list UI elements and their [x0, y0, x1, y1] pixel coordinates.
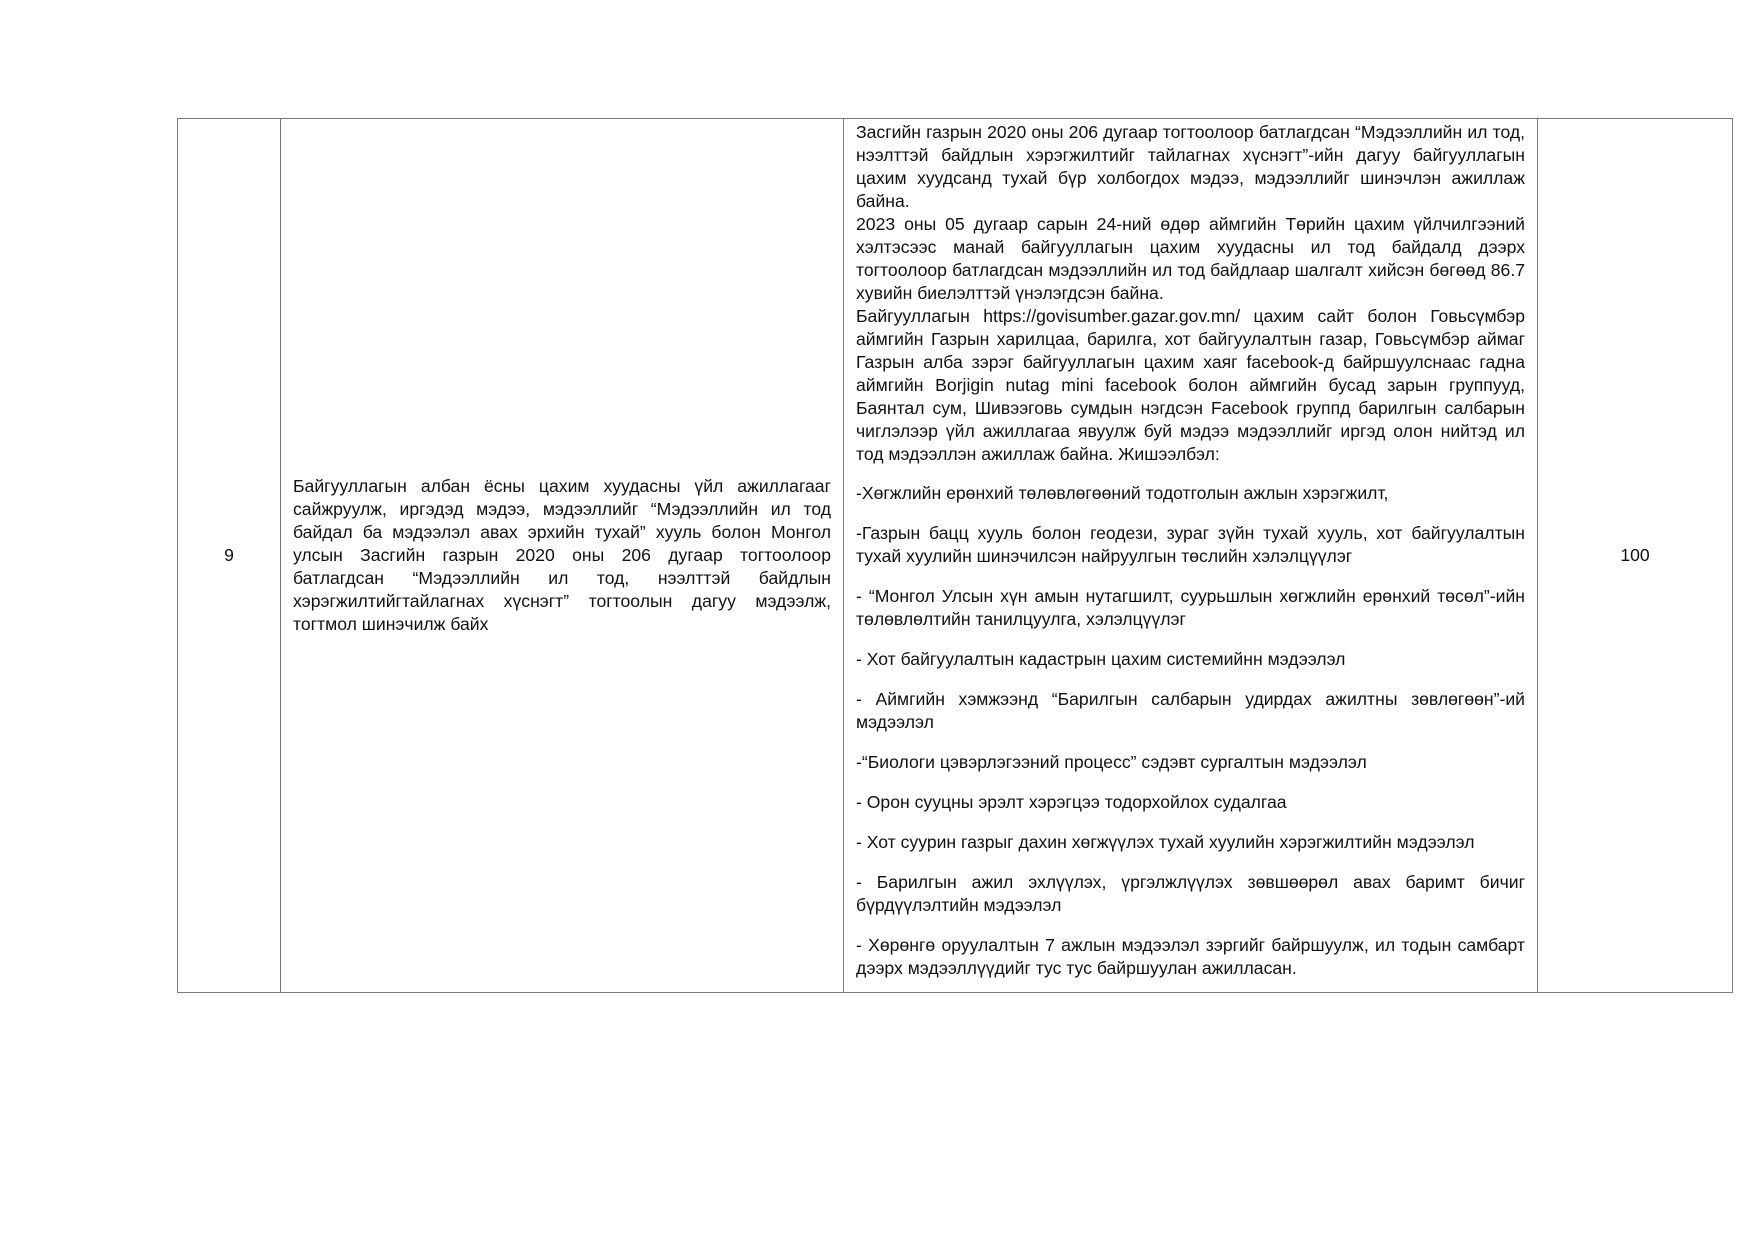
report-bullet: - Барилгын ажил эхлүүлэх, үргэлжлүүлэх зөвшөөрөл авах баримт бичиг бүрдүүлэлтийн мэдээлэл — [856, 872, 1525, 915]
report-bullet: - Орон сууцны эрэлт хэрэгцээ тодорхойлох судалгаа — [856, 792, 1287, 812]
report-paragraph: Байгууллагын https://govisumber.gazar.gov.mn/ цахим сайт болон Говьсүмбэр аймгийн Газрын харилцаа, барилга, хот байгуулалтын газар, Говьсүмбэр аймаг Газрын алба зэрэг байгууллагын цахим хаяг facebook-д байршуулснаас гадна аймгийн Borjigin nutag mini facebook болон аймгийн бусад зарын группууд, Баянтал сум, Шивээговь сумдын нэгдсэн Facebook группд барилгын салбарын чиглэлээр үйл ажиллагаа явуулж буй мэдээ мэдээллийг иргэд олон нийтэд ил тод мэдээллэн ажиллаж байна. Жишээлбэл: — [856, 306, 1525, 464]
table-row — [178, 119, 1733, 993]
report-bullet: -Газрын бацц хууль болон геодези, зураг зүйн тухай хууль, хот байгуулалтын тухай хуулийн шинэчилсэн найруулгын төслийн хэлэлцүүлэг — [856, 523, 1525, 566]
report-bullet: - Хөрөнгө оруулалтын 7 ажлын мэдээлэл зэргийг байршуулж, ил тодын самбарт дээрх мэдээллүүдийг тус тус байршуулан ажилласан. — [856, 935, 1525, 978]
row-number: 9 — [224, 545, 234, 565]
report-paragraph: Засгийн газрын 2020 оны 206 дугаар тогтоолоор батлагдсан “Мэдээллийн ил тод, нээлттэй байдлын хэрэгжилтийг тайлагнах хүснэгт”-ийн дагуу байгууллагын цахим хуудсанд тухай бүр холбогдох мэдээ, мэдээллийг шинэчлэн ажиллаж байна. — [856, 122, 1525, 211]
score-cell — [1538, 119, 1733, 993]
report-bullet: - Хот суурин газрыг дахин хөгжүүлэх тухай хуулийн хэрэгжилтийн мэдээлэл — [856, 832, 1475, 852]
report-bullet: - “Монгол Улсын хүн амын нутагшилт, суурьшлын хөгжлийн ерөнхий төсөл”-ийн төлөвлөлтийн танилцуулга, хэлэлцүүлэг — [856, 586, 1525, 629]
row-number-cell — [178, 119, 281, 993]
report-bullet-list — [856, 482, 1525, 980]
report-table — [177, 118, 1733, 993]
report-cell — [844, 119, 1538, 993]
report-bullet: -Хөгжлийн ерөнхий төлөвлөгөөний тодотголын ажлын хэрэгжилт, — [856, 483, 1389, 503]
task-text: Байгууллагын албан ёсны цахим хуудасны үйл ажиллагааг сайжруулж, иргэдэд мэдээ, мэдээллийг “Мэдээллийн ил тод байдал ба мэдээлэл авах эрхийн тухай” хууль болон Монгол улсын Засгийн газрын 2020 оны 206 дугаар тогтоолоор батлагдсан “Мэдээллийн ил тод, нээлттэй байдлын хэрэгжилтийгтайлагнах хүснэгт” тогтоолын дагуу мэдээлж, тогтмол шинэчилж байх — [293, 476, 831, 634]
score-value: 100 — [1620, 545, 1650, 565]
report-intro — [856, 121, 1525, 466]
report-bullet: -“Биологи цэвэрлэгээний процесс” сэдэвт сургалтын мэдээлэл — [856, 752, 1367, 772]
report-bullet: - Хот байгуулалтын кадастрын цахим системийнн мэдээлэл — [856, 649, 1346, 669]
report-paragraph: 2023 оны 05 дугаар сарын 24-ний өдөр аймгийн Төрийн цахим үйлчилгээний хэлтэсээс манай байгууллагын цахим хуудасны ил тод байдалд дээрх тогтоолоор батлагдсан мэдээллийн ил тод байдлаар шалгалт хийсэн бөгөөд 86.7 хувийн биелэлттэй үнэлэгдсэн байна. — [856, 214, 1525, 303]
task-cell — [281, 119, 844, 993]
report-bullet: - Аймгийн хэмжээнд “Барилгын салбарын удирдах ажилтны зөвлөгөөн”-ий мэдээлэл — [856, 689, 1525, 732]
